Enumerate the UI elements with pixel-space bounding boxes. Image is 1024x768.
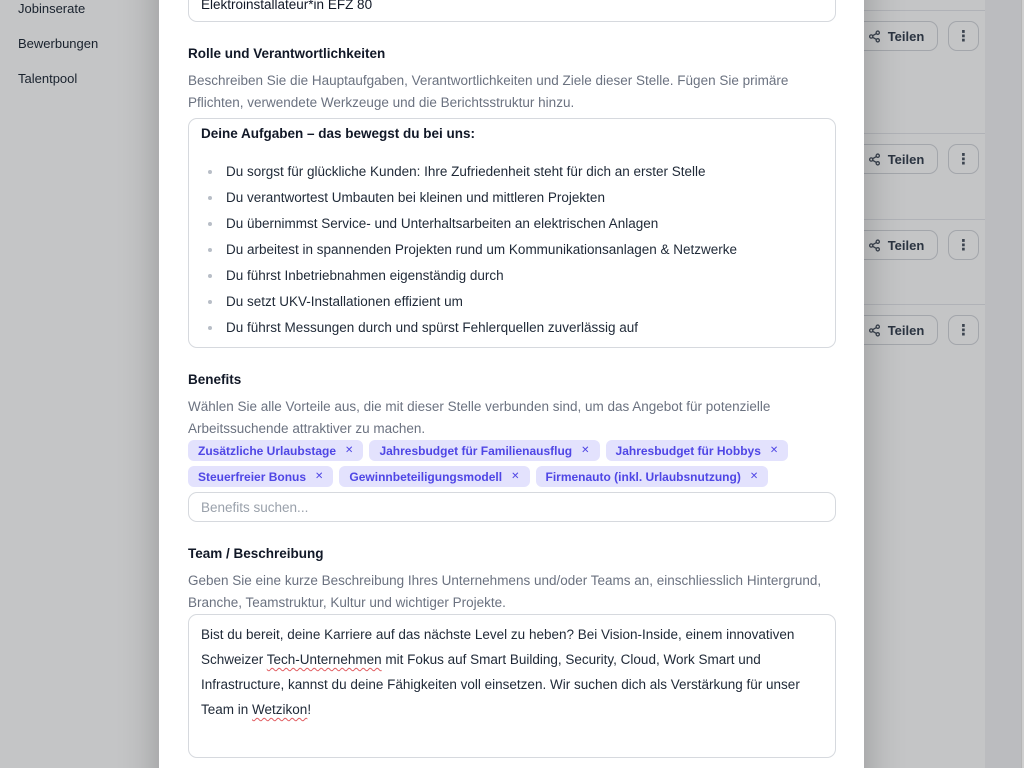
benefit-tag — [536, 466, 769, 487]
remove-tag-icon[interactable]: ✕ — [749, 470, 759, 482]
benefits-tag-list — [188, 440, 836, 487]
benefits-search-input[interactable] — [188, 492, 836, 522]
benefit-tag-label: Firmenauto (inkl. Urlaubsnutzung) — [545, 469, 741, 484]
remove-tag-icon[interactable]: ✕ — [769, 444, 779, 456]
role-bullet-item: Du übernimmst Service- und Unterhaltsarbeiten an elektrischen Anlagen — [201, 211, 823, 237]
team-text-segment: Bist du bereit, deine Karriere auf das nächste Level zu heben? Bei Vision-Inside, einem innovativen Schweizer — [201, 627, 795, 667]
job-title-input[interactable] — [188, 0, 836, 22]
benefit-tag — [188, 466, 333, 487]
team-section-heading: Team / Beschreibung — [188, 546, 324, 561]
sidebar-item-talentpool[interactable]: Talentpool — [18, 71, 78, 86]
benefits-section-description: Wählen Sie alle Vorteile aus, die mit dieser Stelle verbunden sind, um das Angebot für potenzielle Arbeitssuchende attraktiver zu machen. — [188, 399, 771, 436]
team-text-misspelled: Tech-Unternehmen — [266, 652, 382, 667]
role-bullet-item: Du sorgst für glückliche Kunden: Ihre Zufriedenheit steht für dich an erster Stelle — [201, 159, 823, 185]
team-text-misspelled: Wetzikon — [252, 702, 308, 717]
benefit-tag-label: Jahresbudget für Hobbys — [615, 443, 761, 458]
remove-tag-icon[interactable]: ✕ — [345, 444, 354, 456]
sidebar-item-jobinserate[interactable]: Jobinserate — [18, 1, 86, 16]
remove-tag-icon[interactable]: ✕ — [581, 444, 590, 456]
remove-tag-icon[interactable]: ✕ — [315, 470, 324, 482]
role-editor-title: Deine Aufgaben – das bewegst du bei uns: — [201, 126, 476, 141]
role-bullet-item: Du führst Inbetriebnahmen eigenständig durch — [201, 263, 823, 289]
kebab-icon: ⋮ — [956, 27, 971, 45]
sidebar-item-bewerbungen[interactable]: Bewerbungen — [18, 36, 99, 51]
role-bullet-item: Du führst Messungen durch und spürst Fehlerquellen zuverlässig auf — [201, 315, 823, 341]
share-button-label: Teilen — [887, 237, 925, 253]
role-editor[interactable] — [188, 118, 836, 348]
kebab-icon: ⋮ — [956, 150, 971, 168]
benefit-tag-label: Zusätzliche Urlaubstage — [198, 443, 337, 458]
team-description-editor[interactable] — [188, 614, 836, 758]
team-text-segment: ! — [307, 702, 312, 717]
benefit-tag — [369, 440, 599, 461]
role-bullet-list — [201, 159, 823, 341]
share-button-label: Teilen — [887, 151, 925, 167]
role-bullet-item: Du verantwortest Umbauten bei kleinen und mittleren Projekten — [201, 185, 823, 211]
benefit-tag — [339, 466, 529, 487]
kebab-icon: ⋮ — [956, 236, 971, 254]
share-button-label: Teilen — [887, 322, 925, 338]
role-section-heading: Rolle und Verantwortlichkeiten — [188, 46, 386, 61]
benefit-tag-label: Jahresbudget für Familienausflug — [379, 443, 573, 458]
team-section-description: Geben Sie eine kurze Beschreibung Ihres Unternehmens und/oder Teams an, einschliesslich Hintergrund, Branche, Teamstruktur, Kultur und wichtiger Projekte. — [188, 573, 822, 610]
role-bullet-item: Du setzt UKV-Installationen effizient um — [201, 289, 823, 315]
share-button-label: Teilen — [887, 28, 925, 44]
benefit-tag-label: Gewinnbeteiligungsmodell — [349, 469, 503, 484]
role-section-description: Beschreiben Sie die Hauptaufgaben, Verantwortlichkeiten und Ziele dieser Stelle. Fügen Sie primäre Pflichten, verwendete Werkzeuge und die Berichtsstruktur hinzu. — [188, 73, 789, 110]
benefit-tag — [188, 440, 363, 461]
job-edit-modal — [159, 0, 864, 768]
remove-tag-icon[interactable]: ✕ — [511, 470, 520, 482]
team-text-segment: mit Fokus auf Smart Building, Security, Cloud, Work Smart und Infrastructure, kannst du deine Fähigkeiten voll einsetzen. Wir suchen dich als Verstärkung für unser Team in — [201, 652, 800, 717]
benefits-section-heading: Benefits — [188, 372, 242, 387]
kebab-icon: ⋮ — [956, 321, 971, 339]
benefit-tag-label: Steuerfreier Bonus — [198, 469, 307, 484]
benefit-tag — [606, 440, 789, 461]
role-bullet-item: Du arbeitest in spannenden Projekten rund um Kommunikationsanlagen & Netzwerke — [201, 237, 823, 263]
